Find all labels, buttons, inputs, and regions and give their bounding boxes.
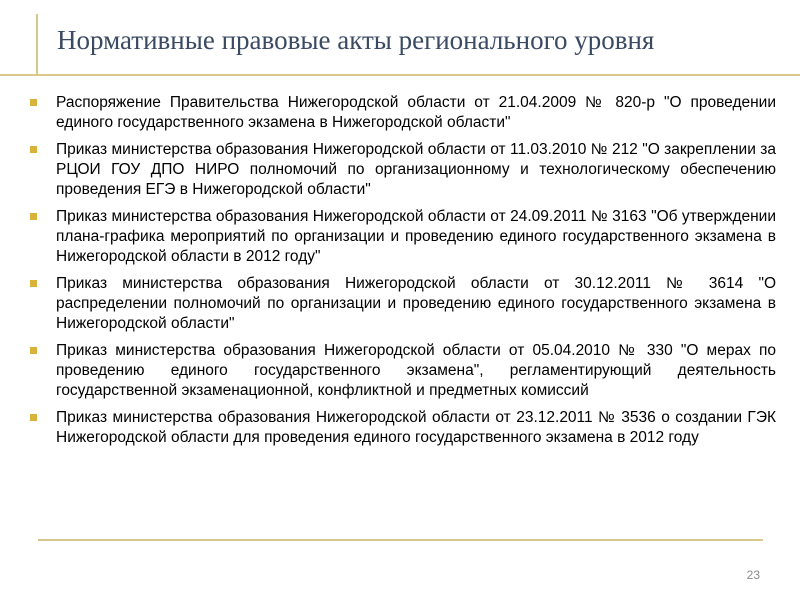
bullet-list (30, 93, 776, 455)
list-item-text: Приказ министерства образования Нижегородской области от 24.09.2011 № 3163 "Об утверждении плана-графика мероприятий по организации и проведению единого государственного экзамена в Нижегородской области в 2012 году" (56, 208, 776, 265)
square-bullet-icon (30, 280, 37, 287)
list-item (30, 140, 776, 200)
list-item-text: Приказ министерства образования Нижегородской области от 11.03.2010 № 212 "О закреплении за РЦОИ ГОУ ДПО НИРО полномочий по организационному и технологическому обеспечению проведения ЕГЭ в Нижегородской области" (56, 141, 776, 198)
square-bullet-icon (30, 414, 37, 421)
list-item-text: Приказ министерства образования Нижегородской области от 05.04.2010 № 330 "О мерах по проведению единого государственного экзамена", регламентирующий деятельность государственной экзаменационной, конфликтной и предметных комиссий (56, 342, 776, 399)
list-item-text: Приказ министерства образования Нижегородской области от 23.12.2011 № 3536 о создании ГЭК Нижегородской области для проведения единого государственного экзамена в 2012 году (56, 409, 776, 446)
list-item (30, 274, 776, 334)
square-bullet-icon (30, 213, 37, 220)
page-number: 23 (746, 568, 760, 582)
list-item-text: Приказ министерства образования Нижегородской области от 30.12.2011 № 3614 "О распределении полномочий по организации и проведению единого государственного экзамена в Нижегородской области" (56, 275, 776, 332)
square-bullet-icon (30, 99, 37, 106)
slide-title: Нормативные правовые акты регионального уровня (57, 25, 655, 55)
square-bullet-icon (30, 347, 37, 354)
list-item (30, 93, 776, 133)
list-item (30, 408, 776, 448)
list-item (30, 341, 776, 401)
square-bullet-icon (30, 146, 37, 153)
vertical-rule (36, 14, 38, 76)
list-item-text: Распоряжение Правительства Нижегородской области от 21.04.2009 № 820-р "О проведении единого государственного экзамена в Нижегородской области" (56, 94, 776, 131)
list-item (30, 207, 776, 267)
title-underline (0, 74, 800, 76)
footer-rule (38, 539, 763, 541)
